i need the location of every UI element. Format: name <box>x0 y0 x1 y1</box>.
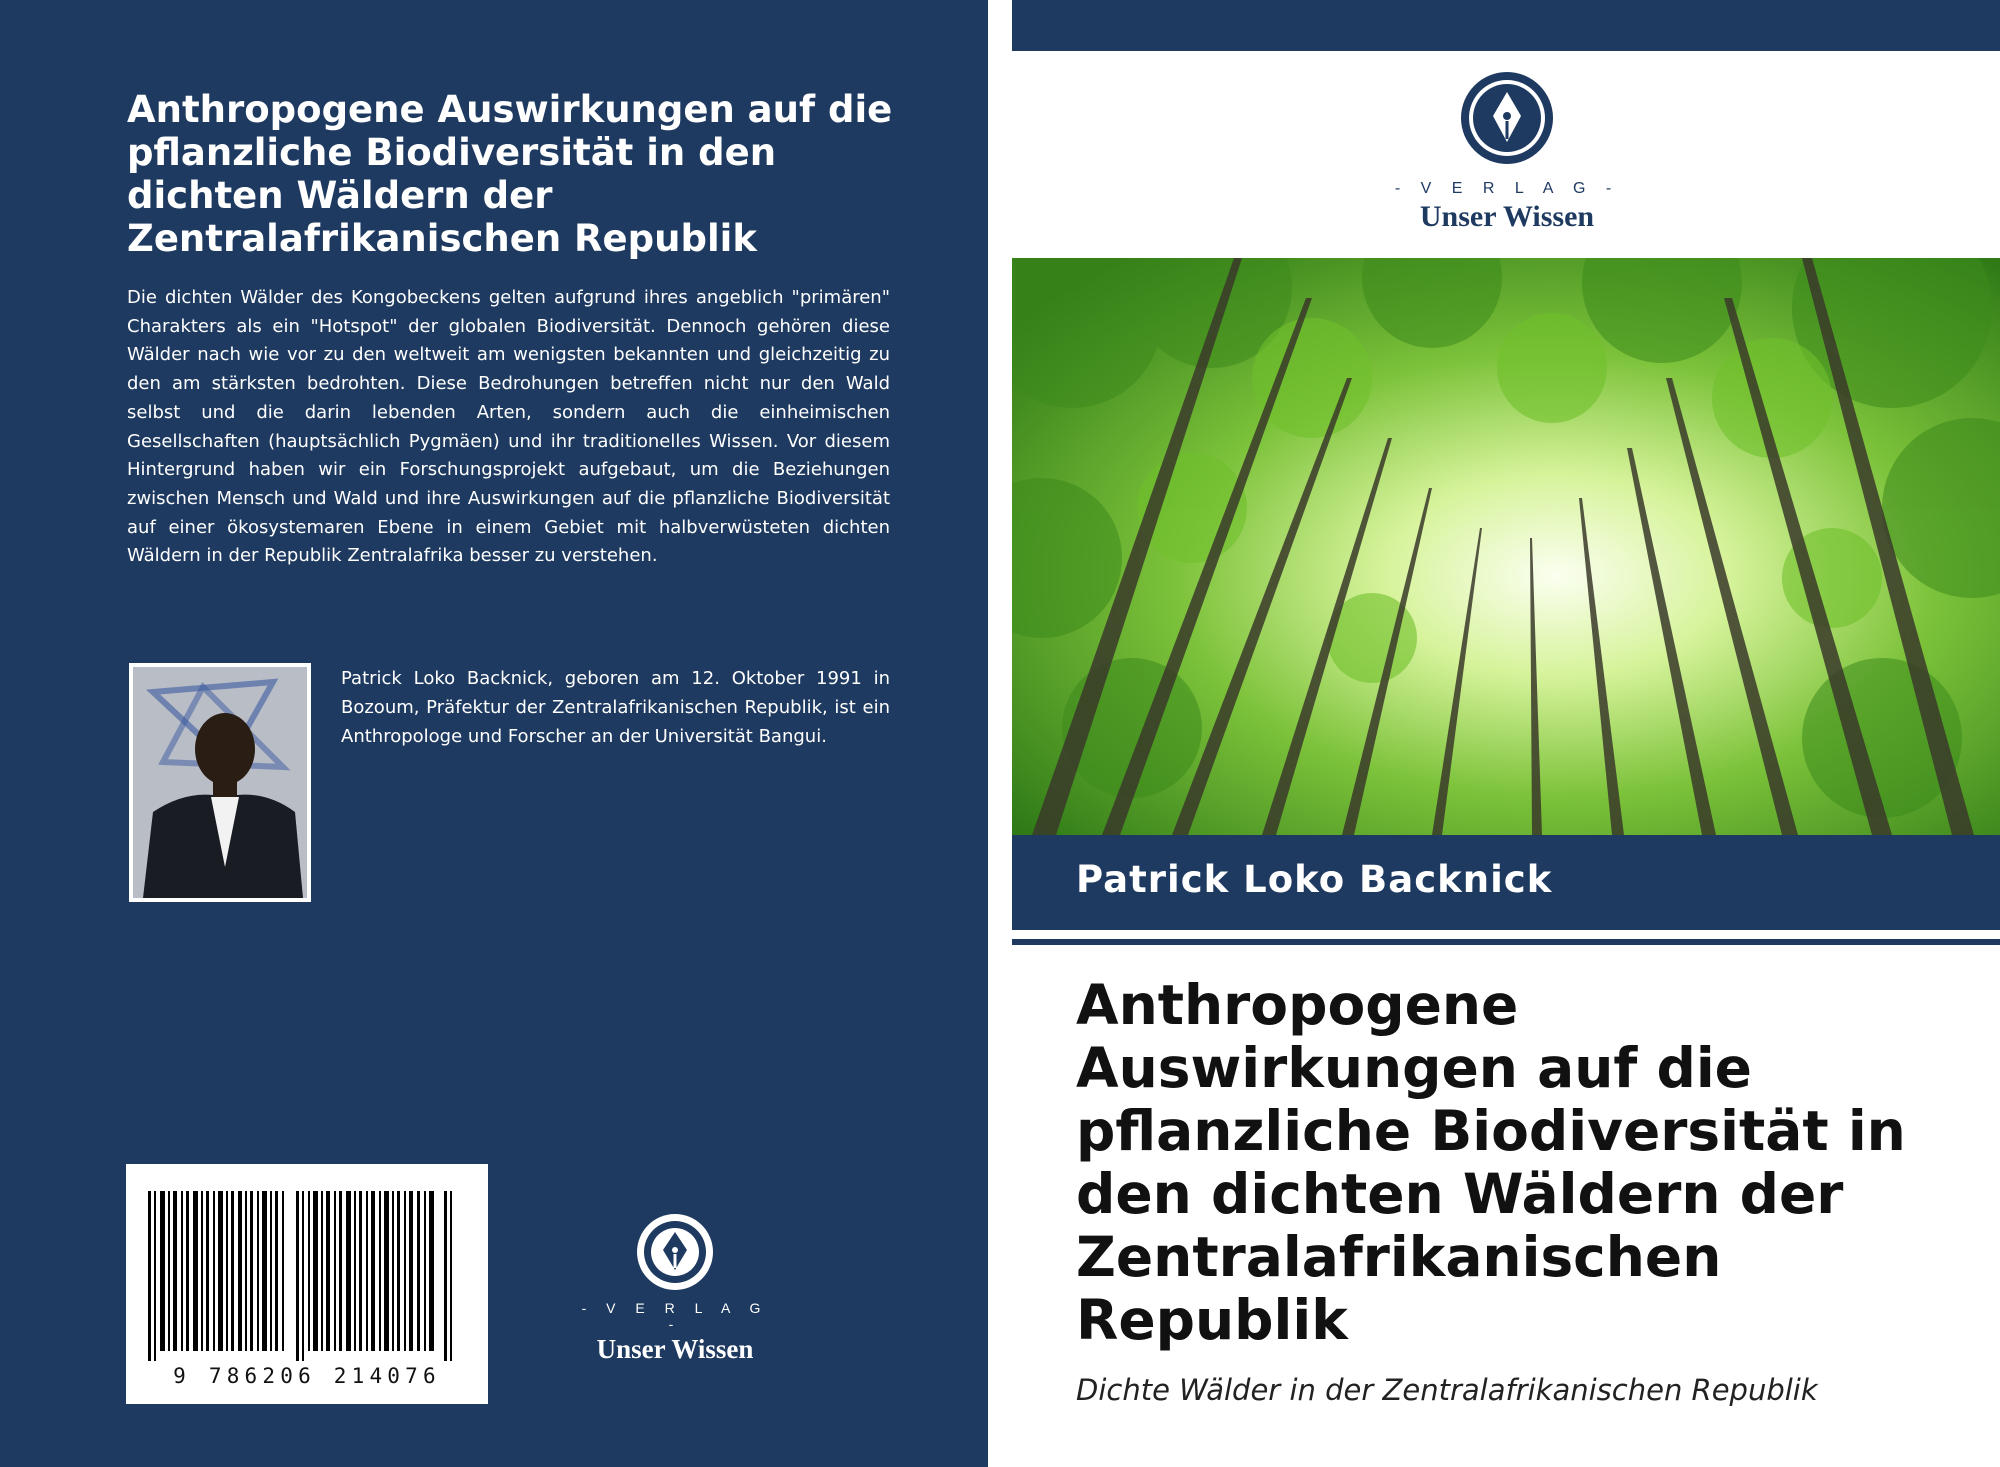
isbn-barcode <box>126 1164 488 1404</box>
back-publisher-logo <box>570 1212 780 1364</box>
back-cover-description: Die dichten Wälder des Kongobeckens gelten aufgrund ihres angeblich "primären" Charakters als ein "Hotspot" der globalen Biodiversität. Dennoch gehören diese Wälder nach wie vor zu den weltweit am wenigsten bekannten und gleichzeitig zu den am stärksten bedrohten. Diese Bedrohungen betreffen nicht nur den Wald selbst und die darin lebenden Arten, sondern auch die einheimischen Gesellschaften (hauptsächlich Pygmäen) und ihr traditionelles Wissen. Vor diesem Hintergrund haben wir ein Forschungsprojekt aufgebaut, um die Beziehungen zwischen Mensch und Wald und ihre Auswirkungen auf die pflanzliche Biodiversität auf einer ökosystemaren Ebene in einem Gebiet mit halbverwüsteten dichten Wäldern in der Republik Zentralafrika besser zu verstehen. <box>127 287 890 567</box>
front-verlag-label: - V E R L A G - <box>1394 180 1620 197</box>
front-publisher-logo <box>1382 70 1632 233</box>
front-divider-rule <box>1012 939 2000 945</box>
isbn-digits: 9 786206 214076 <box>173 1364 441 1388</box>
back-cover-title: Anthropogene Auswirkungen auf die pflanzliche Biodiversität in den dichten Wäldern der Zentralafrikanischen Republik <box>127 88 893 260</box>
back-verlag-label: - V E R L A G - <box>581 1300 769 1332</box>
author-portrait-photo <box>129 663 311 902</box>
front-publisher-name: Unser Wissen <box>1419 200 1595 233</box>
forest-graphic <box>1012 258 2000 835</box>
front-cover <box>1012 0 2000 1467</box>
author-portrait-graphic <box>133 667 307 898</box>
front-cover-title: Anthropogene Auswirkungen auf die pflanzliche Biodiversität in den dichten Wäldern der Zentralafrikanischen Republik <box>1076 973 1906 1352</box>
back-publisher-name: Unser Wissen <box>596 1334 754 1364</box>
fountain-pen-nib-icon <box>635 1212 715 1292</box>
front-top-bar <box>1012 0 2000 51</box>
author-bio: Patrick Loko Backnick, geboren am 12. Oktober 1991 in Bozoum, Präfektur der Zentralafrikanischen Republik, ist ein Anthropologe und Forscher an der Universität Bangui. <box>341 668 890 747</box>
spine-gap <box>988 0 1012 1467</box>
back-cover <box>0 0 988 1467</box>
front-author-name: Patrick Loko Backnick <box>1076 858 1553 901</box>
fountain-pen-nib-icon <box>1459 70 1555 166</box>
front-cover-subtitle: Dichte Wälder in der Zentralafrikanischen Republik <box>1076 1373 1818 1407</box>
forest-canopy-image <box>1012 258 2000 835</box>
author-band <box>1012 835 2000 930</box>
barcode-bars <box>126 1164 488 1364</box>
